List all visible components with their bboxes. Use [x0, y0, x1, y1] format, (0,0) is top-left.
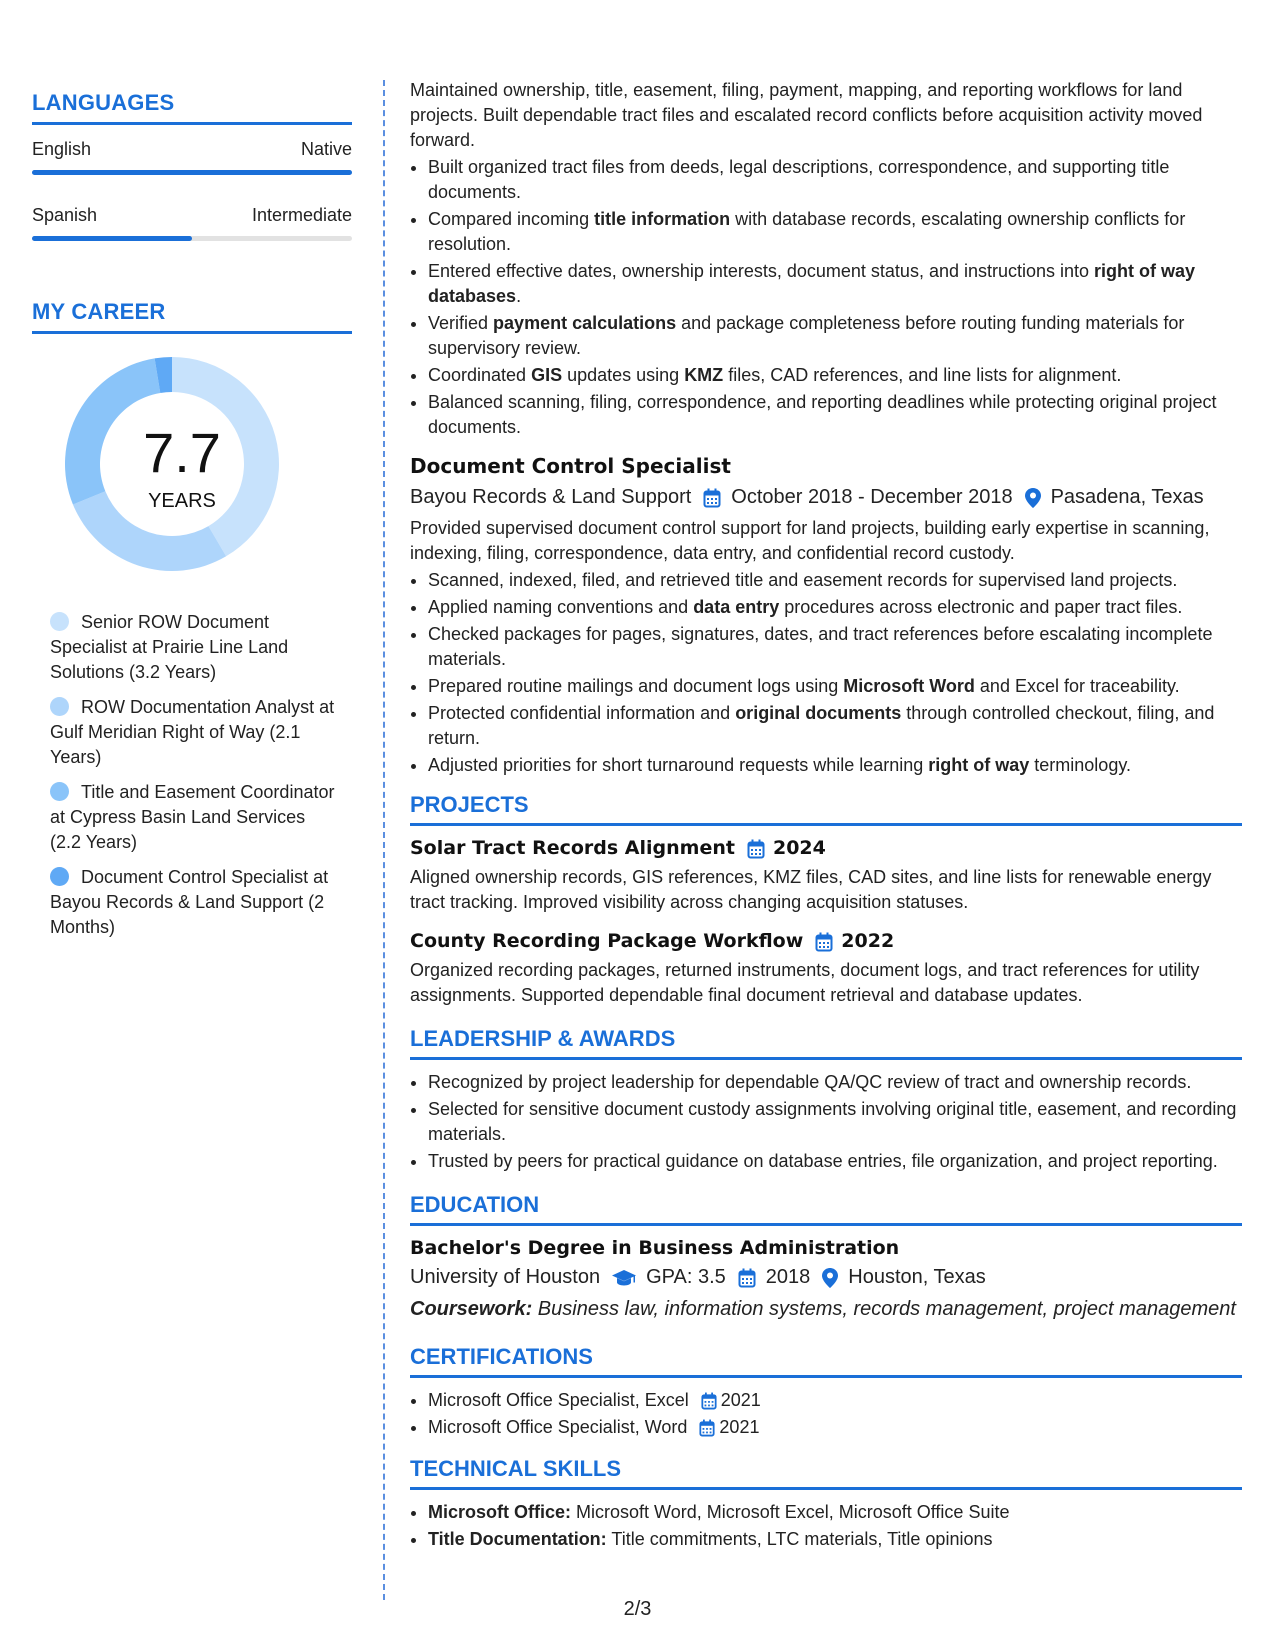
- school-location: Houston, Texas: [848, 1266, 986, 1288]
- job-dates: October 2018 - December 2018: [731, 486, 1013, 508]
- bullet: • Trusted by peers for practical guidance on database entries, file organization, and project reporting.: [428, 1149, 1242, 1174]
- certifications-heading: CERTIFICATIONS: [410, 1344, 1242, 1378]
- degree-title: Bachelor's Degree in Business Administration: [410, 1237, 900, 1259]
- column-divider: [383, 80, 385, 1600]
- calendar-icon: [815, 932, 833, 952]
- career-unit: YEARS: [148, 490, 216, 512]
- career-total: 7.7: [143, 421, 221, 484]
- language-level: Native: [300, 139, 352, 159]
- bullet: • Coordinated GIS updates using KMZ files, CAD references, and line lists for alignment.: [428, 363, 1242, 388]
- bullet: • Balanced scanning, filing, correspondence, and reporting deadlines while protecting original project documents.: [428, 390, 1242, 440]
- language-name: Spanish: [32, 205, 98, 225]
- bullet: • Applied naming conventions and data entry procedures across electronic and paper tract files.: [428, 595, 1242, 620]
- job-intro: Maintained ownership, title, easement, filing, payment, mapping, and reporting workflows for land projects. Built dependable tract files and escalated record conflicts before acquisition activity moved forward.: [410, 80, 1203, 150]
- skill-item: • Microsoft Office: Microsoft Word, Microsoft Excel, Microsoft Office Suite: [428, 1500, 1242, 1525]
- skills-heading: TECHNICAL SKILLS: [410, 1456, 1242, 1490]
- project-title: County Recording Package Workflow 2022: [410, 930, 895, 952]
- bullet: • Checked packages for pages, signatures, dates, and tract references before escalating incomplete materials.: [428, 622, 1242, 672]
- project-year: 2024: [772, 837, 826, 859]
- career-legend-label: Senior ROW Document Specialist at Prairie Line Land Solutions (3.2 Years): [50, 612, 289, 682]
- language-name: English: [32, 139, 92, 159]
- language-level-fill: [32, 236, 192, 241]
- education-meta: [410, 1265, 1242, 1290]
- leadership-list: [410, 1070, 1242, 1174]
- career-legend: [32, 610, 352, 940]
- legend-dot-icon: [50, 697, 69, 716]
- certification-year: 2021: [719, 1417, 760, 1437]
- calendar-icon: [699, 1419, 715, 1437]
- language-level: Intermediate: [251, 205, 352, 225]
- graduation-year: 2018: [765, 1266, 811, 1288]
- career-heading: MY CAREER: [32, 299, 352, 334]
- coursework: [410, 1296, 1242, 1322]
- coursework-text: Business law, information systems, records management, project management: [532, 1298, 1236, 1320]
- skill-item: • Title Documentation: Title commitments, LTC materials, Title opinions: [428, 1527, 1242, 1552]
- calendar-icon: [738, 1268, 756, 1288]
- job-intro: Provided supervised document control support for land projects, building early expertise in scanning, indexing, filing, correspondence, data entry, and confidential record custody.: [410, 518, 1210, 563]
- graduation-cap-icon: [612, 1269, 636, 1287]
- coursework-label: Coursework:: [410, 1298, 533, 1320]
- career-legend-label: Title and Easement Coordinator at Cypress Basin Land Services (2.2 Years): [50, 782, 335, 852]
- main-column: [410, 78, 1242, 1554]
- page-number: 2/3: [623, 1598, 652, 1620]
- calendar-icon: [703, 488, 721, 508]
- career-legend-item: [50, 695, 340, 770]
- project-desc: Organized recording packages, returned instruments, document logs, and tract references for utility assignments. Supported dependable final document retrieval and database updates.: [410, 960, 1200, 1005]
- sidebar: [32, 90, 352, 950]
- career-donut: [32, 348, 352, 588]
- bullet: • Scanned, indexed, filed, and retrieved title and easement records for supervised land projects.: [428, 568, 1242, 593]
- career-legend-item: [50, 610, 340, 685]
- school-name: University of Houston: [410, 1266, 601, 1288]
- bullet: • Protected confidential information and original documents through controlled checkout, filing, and return.: [428, 701, 1242, 751]
- language-level-bar: [32, 236, 352, 241]
- bullet: • Built organized tract files from deeds, legal descriptions, correspondence, and supporting title documents.: [428, 155, 1242, 205]
- career-legend-label: ROW Documentation Analyst at Gulf Meridian Right of Way (2.1 Years): [50, 697, 335, 767]
- bullet: • Verified payment calculations and package completeness before routing funding materials for supervisory review.: [428, 311, 1242, 361]
- job-location: Pasadena, Texas: [1050, 486, 1204, 508]
- job-company: Bayou Records & Land Support: [410, 486, 692, 508]
- certification-year: 2021: [720, 1390, 761, 1410]
- skills-list: [410, 1500, 1242, 1552]
- certifications-list: [410, 1388, 1242, 1440]
- project-desc: Aligned ownership records, GIS references, KMZ files, CAD sites, and line lists for renewable energy tract tracking. Improved visibility across changing acquisition statuses.: [410, 867, 1212, 912]
- certification-item: • Microsoft Office Specialist, Word 2021: [428, 1415, 1242, 1440]
- legend-dot-icon: [50, 782, 69, 801]
- bullet: • Entered effective dates, ownership interests, document status, and instructions into right of way databases.: [428, 259, 1242, 309]
- language-level-fill: [32, 170, 352, 175]
- language-item: [32, 139, 352, 175]
- project-title: Solar Tract Records Alignment 2024: [410, 837, 826, 859]
- project-year: 2022: [841, 930, 895, 952]
- language-item: [32, 205, 352, 241]
- career-legend-item: [50, 865, 340, 940]
- career-legend-label: Document Control Specialist at Bayou Records & Land Support (2 Months): [50, 867, 329, 937]
- bullet: • Adjusted priorities for short turnaround requests while learning right of way terminology.: [428, 753, 1242, 778]
- calendar-icon: [747, 839, 765, 859]
- leadership-heading: LEADERSHIP & AWARDS: [410, 1026, 1242, 1060]
- legend-dot-icon: [50, 612, 69, 631]
- bullet: • Compared incoming title information with database records, escalating ownership conflicts for resolution.: [428, 207, 1242, 257]
- projects-heading: PROJECTS: [410, 792, 1242, 826]
- languages-heading: LANGUAGES: [32, 90, 352, 125]
- job-bullets: [410, 568, 1242, 778]
- bullet: • Selected for sensitive document custody assignments involving original title, easement, and recording materials.: [428, 1097, 1242, 1147]
- location-pin-icon: [1025, 488, 1041, 508]
- legend-dot-icon: [50, 867, 69, 886]
- job-title: Document Control Specialist: [410, 454, 731, 478]
- bullet: • Recognized by project leadership for dependable QA/QC review of tract and ownership records.: [428, 1070, 1242, 1095]
- language-level-bar: [32, 170, 352, 175]
- calendar-icon: [701, 1392, 717, 1410]
- job-meta: [410, 485, 1242, 510]
- certification-item: • Microsoft Office Specialist, Excel 2021: [428, 1388, 1242, 1413]
- gpa: GPA: 3.5: [646, 1266, 726, 1288]
- bullet: • Prepared routine mailings and document logs using Microsoft Word and Excel for traceability.: [428, 674, 1242, 699]
- career-legend-item: [50, 780, 340, 855]
- job-bullets: [410, 155, 1242, 440]
- location-pin-icon: [822, 1268, 838, 1288]
- education-heading: EDUCATION: [410, 1192, 1242, 1226]
